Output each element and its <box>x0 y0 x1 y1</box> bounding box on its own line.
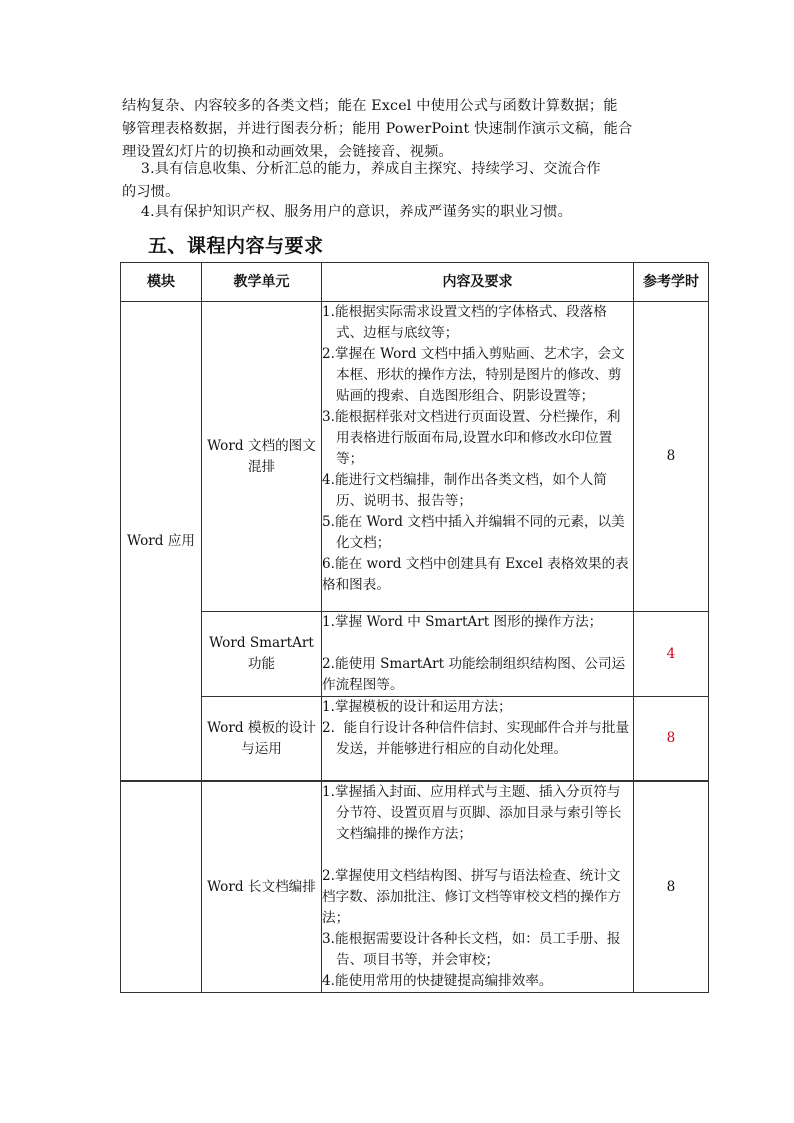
requirement-item: 2. 能自行设计各种信件信封、实现邮件合并与批量发送，并能够进行相应的自动化处理。 <box>322 720 630 757</box>
requirement-item: 2.能使用 SmartArt 功能绘制组织结构图、公司运作流程图等。 <box>322 656 626 693</box>
requirement-item: 2.掌握使用文档结构图、拼写与语法检查、统计文档字数、添加批注、修订文档等审校文档的操作方法； <box>322 868 622 926</box>
course-content-table <box>120 262 709 781</box>
text-line: 理设置幻灯片的切换和动画效果，会链接音、视频。 <box>122 144 453 160</box>
requirement-item: 3.能根据需要设计各种长文档，如：员工手册、报告、项目书等，并会审校； <box>322 931 621 968</box>
header-hours: 参考学时 <box>634 263 709 302</box>
requirement-item: 6.能在 word 文档中创建具有 Excel 表格效果的表格和图表。 <box>322 556 629 593</box>
text-line: 4.具有保护知识产权、服务用户的意识，养成严谨务实的职业习惯。 <box>122 204 573 220</box>
intro-paragraph-2 <box>122 158 682 204</box>
text-line: 结构复杂、内容较多的各类文档；能在 Excel 中使用公式与函数计算数据；能 <box>122 98 618 114</box>
content-cell <box>322 782 634 993</box>
requirement-item: 4.能使用常用的快捷键提高编排效率。 <box>322 973 553 989</box>
module-cell: Word 应用 <box>121 302 202 781</box>
requirement-item: 4.能进行文档编排，制作出各类文档，如个人简历、说明书、报告等； <box>322 472 607 509</box>
requirement-item: 1.能根据实际需求设置文档的字体格式、段落格式、边框与底纹等； <box>322 304 607 341</box>
requirement-item: 2.掌握在 Word 文档中插入剪贴画、艺术字，会文本框、形状的操作方法，特别是图片的修改、剪贴画的搜索、自选图形组合、阴影设置等； <box>322 346 625 404</box>
unit-cell: Word SmartArt 功能 <box>202 612 322 697</box>
table-row <box>121 612 709 697</box>
requirement-item: 5.能在 Word 文档中插入并编辑不同的元素，以美化文档； <box>322 514 625 551</box>
requirement-item: 1.掌握插入封面、应用样式与主题、插入分页符与分节符、设置页眉与页脚、添加目录与索引等长文档编排的操作方法； <box>322 784 622 842</box>
module-cell <box>121 782 202 993</box>
hours-cell: 8 <box>634 782 709 993</box>
header-module: 模块 <box>121 263 202 302</box>
content-cell <box>322 302 634 612</box>
table-row <box>121 782 709 993</box>
intro-paragraph-1 <box>122 95 682 164</box>
unit-cell: Word 文档的图文混排 <box>202 302 322 612</box>
text-line: 够管理表格数据，并进行图表分析；能用 PowerPoint 快速制作演示文稿，能合 <box>122 121 633 137</box>
text-line: 3.具有信息收集、分析汇总的能力，养成自主探究、持续学习、交流合作 <box>122 161 601 177</box>
spacer <box>322 845 633 866</box>
section-heading: 五、课程内容与要求 <box>148 235 324 257</box>
content-cell <box>322 697 634 781</box>
hours-cell: 8 <box>634 302 709 612</box>
course-content-table-continued <box>120 781 709 993</box>
intro-paragraph-3 <box>122 201 682 224</box>
table-row <box>121 302 709 612</box>
unit-cell: Word 模板的设计与运用 <box>202 697 322 781</box>
spacer <box>322 633 633 654</box>
unit-cell: Word 长文档编排 <box>202 782 322 993</box>
requirement-item: 3.能根据样张对文档进行页面设置、分栏操作，利用表格进行版面布局,设置水印和修改水印位置等； <box>322 409 621 467</box>
text-line: 的习惯。 <box>122 184 180 200</box>
header-content: 内容及要求 <box>322 263 634 302</box>
requirement-item: 1.掌握模板的设计和运用方法； <box>322 699 512 715</box>
header-unit: 教学单元 <box>202 263 322 302</box>
table-row <box>121 697 709 781</box>
hours-cell: 4 <box>634 612 709 697</box>
content-cell <box>322 612 634 697</box>
table-header-row <box>121 263 709 302</box>
requirement-item: 1.掌握 Word 中 SmartArt 图形的操作方法； <box>322 614 603 630</box>
hours-cell: 8 <box>634 697 709 781</box>
